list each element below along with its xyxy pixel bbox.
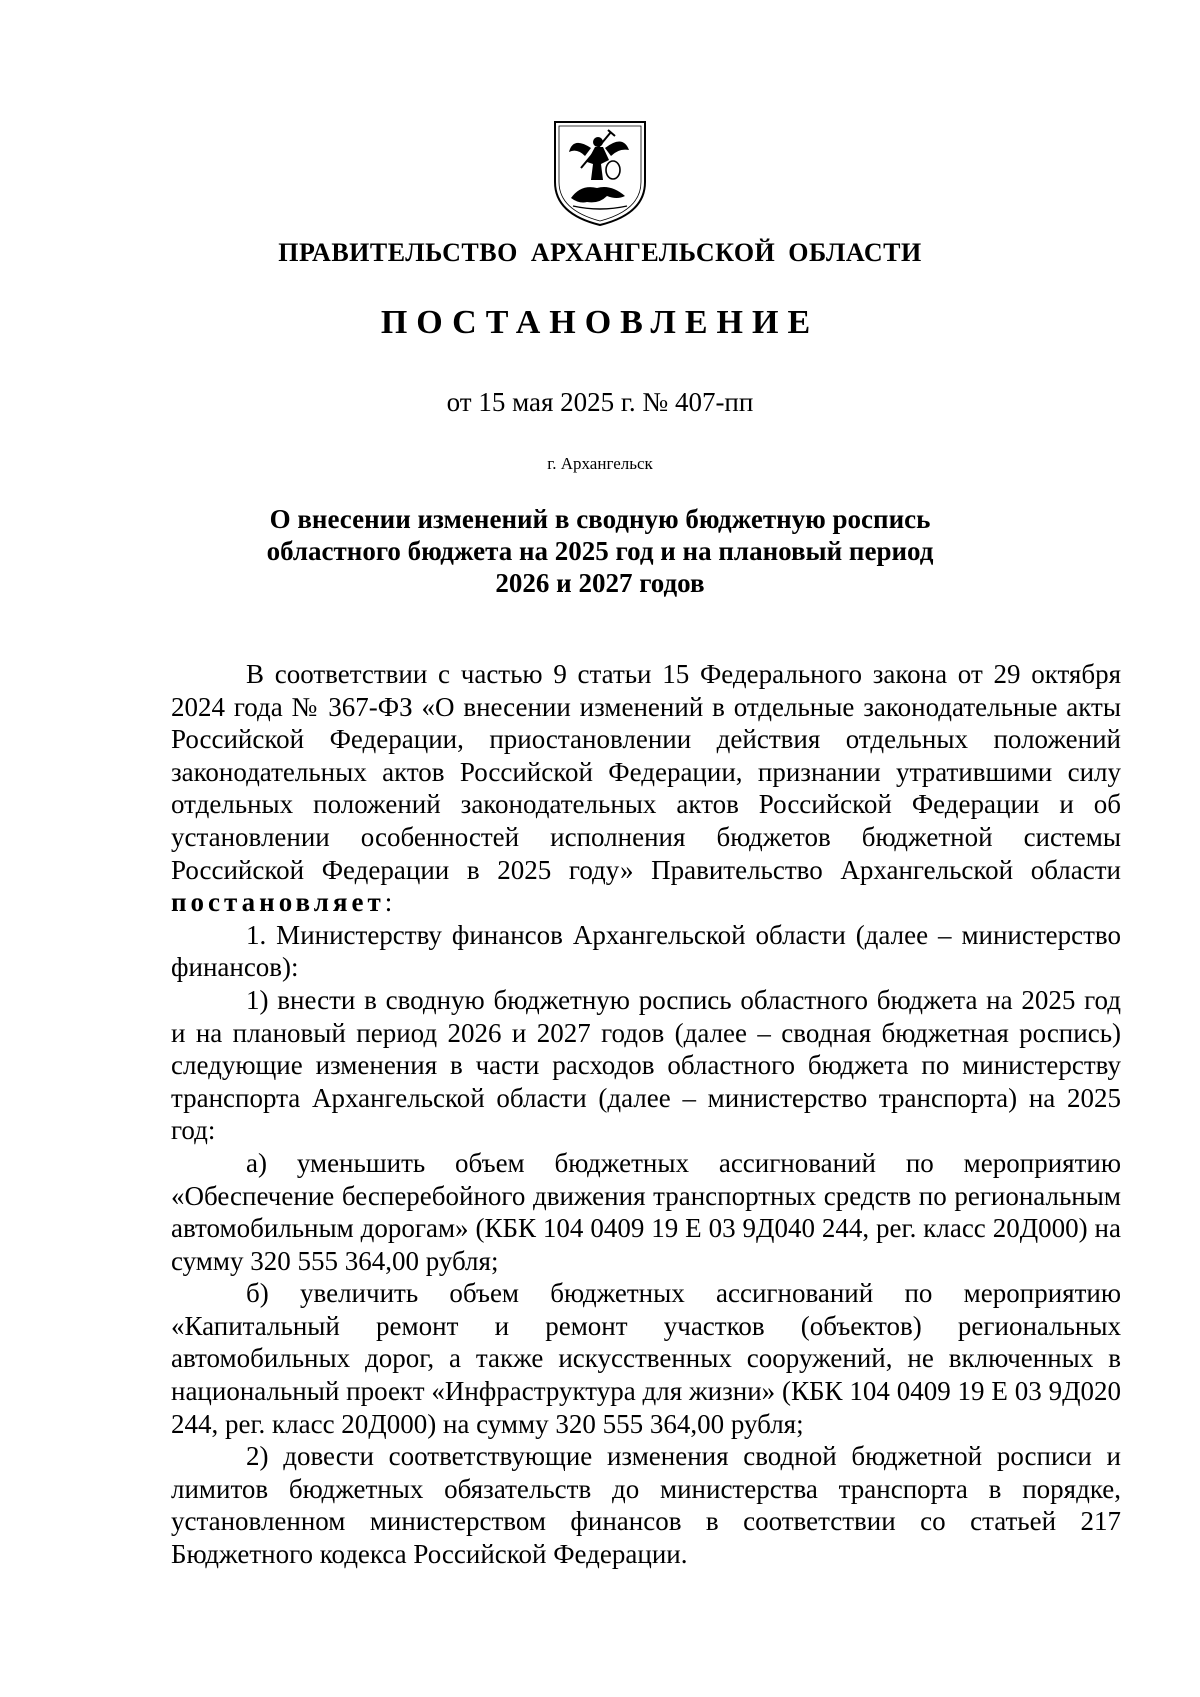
preamble-text: В соответствии с частью 9 статьи 15 Федерального закона от 29 октября 2024 года № 367-ФЗ «О внесении изменений в отдельные законодательные акты Российской Федерации, приостановлении действия отдельных положений законодательных актов Российской Федерации, признании утратившими силу отдельных положений законодательных актов Российской Федерации и об установлении особенностей исполнения бюджетов бюджетной системы Российской Федерации в 2025 году» Правительство Архангельской области [171,659,1121,885]
preamble-paragraph [171,658,1121,919]
government-title: ПРАВИТЕЛЬСТВО АРХАНГЕЛЬСКОЙ ОБЛАСТИ [278,238,922,267]
document-body [171,658,1121,1571]
document-subject [0,503,1200,599]
document-type: ПОСТАНОВЛЕНИЕ [380,304,820,341]
clause-1-1-b: б) увеличить объем бюджетных ассигнований по мероприятию «Капитальный ремонт и ремонт участков (объектов) региональных автомобильных дорог, а также искусственных сооружений, не включенных в национальный проект «Инфраструктура для жизни» (КБК 104 0409 19 Е 03 9Д020 244, рег. класс 20Д000) на сумму 320 555 364,00 рубля; [171,1278,1121,1439]
clause-1: 1. Министерству финансов Архангельской области (далее – министерство финансов): [171,919,1121,983]
resolves-colon: : [384,887,393,918]
coat-of-arms-icon [551,118,649,228]
clause-1-2: 2) довести соответствующие изменения сводной бюджетной росписи и лимитов бюджетных обязательств до министерства транспорта в порядке, установленном министерством финансов в соответствии со статьей 217 Бюджетного кодекса Российской Федерации. [171,1441,1121,1570]
clause-1-1-a: а) уменьшить объем бюджетных ассигнований по мероприятию «Обеспечение бесперебойного движения транспортных средств по региональным автомобильным дорогам» (КБК 104 0409 19 Е 03 9Д040 244, рег. класс 20Д000) на сумму 320 555 364,00 рубля; [171,1147,1121,1276]
clause-1-1: 1) внести в сводную бюджетную роспись областного бюджета на 2025 год и на плановый период 2026 и 2027 годов (далее – сводная бюджетная роспись) следующие изменения в части расходов областного бюджета по министерству транспорта Архангельской области (далее – министерство транспорта) на 2025 год: [171,984,1121,1146]
subject-line: 2026 и 2027 годов [495,568,705,598]
document-date-number: от 15 мая 2025 г. № 407-пп [446,387,754,417]
subject-line: О внесении изменений в сводную бюджетную роспись [269,504,931,534]
resolves-word: постановляет [171,887,385,918]
subject-line: областного бюджета на 2025 год и на плановый период [266,536,934,566]
document-place: г. Архангельск [547,454,653,473]
